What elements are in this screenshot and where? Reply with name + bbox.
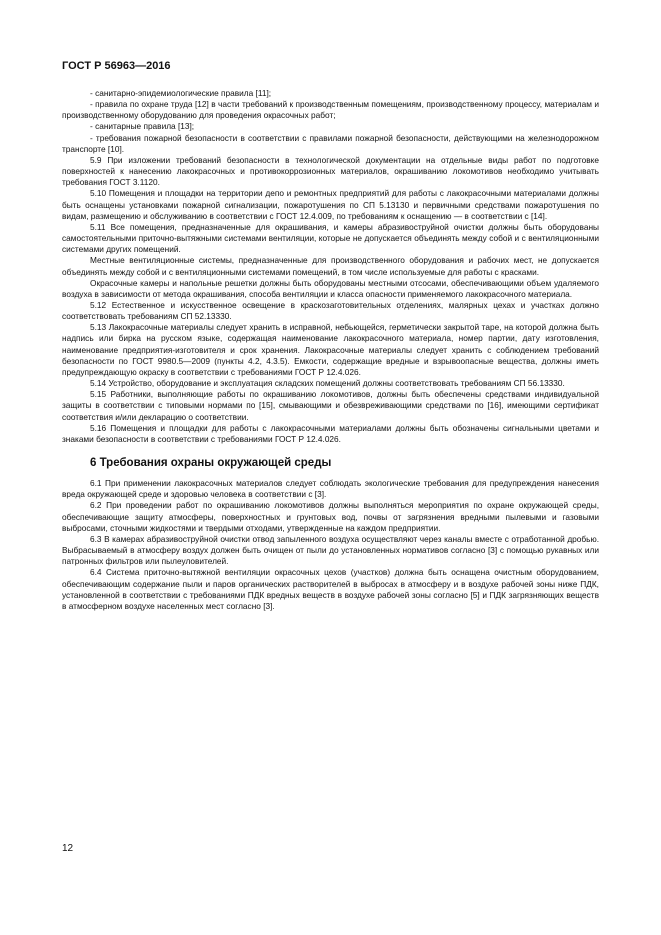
paragraph: - требования пожарной безопасности в соответствии с правилами пожарной безопасности, действующими на железнодорожном транспорте [10]. bbox=[62, 132, 599, 154]
paragraph: 5.12 Естественное и искусственное освещение в краскозаготовительных отделениях, малярных цехах и участках должно соответствовать требованиям СП 52.13330. bbox=[62, 299, 599, 322]
document-header: ГОСТ Р 56963—2016 bbox=[62, 60, 171, 72]
paragraph: 6.4 Система приточно-вытяжной вентиляции окрасочных цехов (участков) должна быть оснащена очистным оборудованием, обеспечивающим содержание пыли и паров органических растворителей в выбросах в атмосферу и в воздухе рабочей зоны ниже ПДК, установленной в соответствии с требованиями ПДК вредных веществ в воздухе рабочей зоны согласно [5] и ПДК загрязняющих веществ в атмосферном воздухе населенных мест согласно [3]. bbox=[62, 567, 599, 611]
paragraph: 6.3 В камерах абразивоструйной очистки отвод запыленного воздуха осуществляют через каналы вместе с отработанной дробью. Выбрасываемый в атмосферу воздух должен быть очищен от пыли до установленных нормативов согласно [3] с помощью рукавных или патронных фильтров или пылеуловителей. bbox=[62, 533, 599, 567]
paragraph: 5.10 Помещения и площадки на территории депо и ремонтных предприятий для работы с лакокрасочными материалами должны быть оснащены установками пожарной сигнализации, пожаротушения по СП 5.13130 и первичными средствами пожаротушения по видам, размещению и обслуживанию в соответствии с ГОСТ 12.4.009, по требованиям к оснащению — в соответствии с [14]. bbox=[62, 188, 599, 221]
paragraph: 6.1 При применении лакокрасочных материалов следует соблюдать экологические требования для предупреждения нанесения вреда окружающей среде и здоровью человека в соответствии с [3]. bbox=[62, 478, 599, 500]
paragraph: - правила по охране труда [12] в части требований к производственным помещениям, производственному процессу, материалам и производственному оборудованию для проведения окрасочных работ; bbox=[62, 99, 599, 121]
paragraph: 5.11 Все помещения, предназначенные для окрашивания, и камеры абразивоструйной очистки должны быть оборудованы самостоятельными приточно-вытяжными системами вентиляции, которые не допускается объединять между собой и с вентиляционными системами других помещений. bbox=[62, 221, 599, 255]
paragraph: - санитарно-эпидемиологические правила [11]; bbox=[90, 88, 272, 98]
paragraph: 5.9 При изложении требований безопасности в технологической документации на отдельные виды работ по подготовке поверхностей к нанесению лакокрасочных и противокоррозионных материалов, окрашиванию локомотивов необходимо учитывать требования ГОСТ 3.1120. bbox=[62, 154, 599, 188]
paragraph: Местные вентиляционные системы, предназначенные для производственного оборудования и рабочих мест, не допускается объединять между собой и с вентиляционными системами помещений, в том числе используемые для работы с красками. bbox=[62, 255, 599, 277]
paragraph: 5.13 Лакокрасочные материалы следует хранить в исправной, небьющейся, герметически закрытой таре, на которой должна быть надпись или бирка на русском языке, содержащая наименование лакокрасочного материала, номер партии, дату изготовления, наименование предприятия-изготовителя и срок хранения. Лакокрасочные материалы следует хранить с соблюдением требований безопасности по ГОСТ 9980.5—2009 (пункты 4.2, 4.3.5). Емкости, содержащие вредные и взрывоопасные вещества, должны иметь предупреждающую окраску в соответствии с требованиями ГОСТ Р 12.4.026. bbox=[62, 322, 599, 377]
paragraph: 5.15 Работники, выполняющие работы по окрашиванию локомотивов, должны быть обеспечены средствами индивидуальной защиты в соответствии с типовыми нормами по [15], смывающими и обезвреживающими средствами по [16], имеющими сертификат соответствия и/или декларацию о соответствии. bbox=[62, 389, 599, 422]
paragraph: - санитарные правила [13]; bbox=[90, 121, 195, 132]
paragraph: Окрасочные камеры и напольные решетки должны быть оборудованы местными отсосами, обеспечивающими объем удаляемого воздуха в зависимости от метода окрашивания, способа вентиляции и класса опасности применяемого лакокрасочного материала. bbox=[62, 277, 599, 299]
document-body bbox=[62, 88, 599, 612]
page-number: 12 bbox=[62, 843, 74, 854]
paragraph: 5.14 Устройство, оборудование и эксплуатация складских помещений должны соответствовать требованиям СП 56.13330. bbox=[90, 378, 565, 389]
paragraph: 5.16 Помещения и площадки для работы с лакокрасочными материалами должны быть обозначены сигнальными цветами и знаками безопасности в соответствии с требованиями ГОСТ Р 12.4.026. bbox=[62, 422, 599, 444]
paragraph: 6.2 При проведении работ по окрашиванию локомотивов должны выполняться мероприятия по охране окружающей среды, обеспечивающие защиту атмосферы, поверхностных и грунтовых вод, почвы от загрязнения вредными пылевыми и газовыми выбросами, сточными жидкостями и твердыми отходами, утвержденные на каждом предприятии. bbox=[62, 500, 599, 533]
section-title: 6 Требования охраны окружающей среды bbox=[90, 457, 332, 469]
